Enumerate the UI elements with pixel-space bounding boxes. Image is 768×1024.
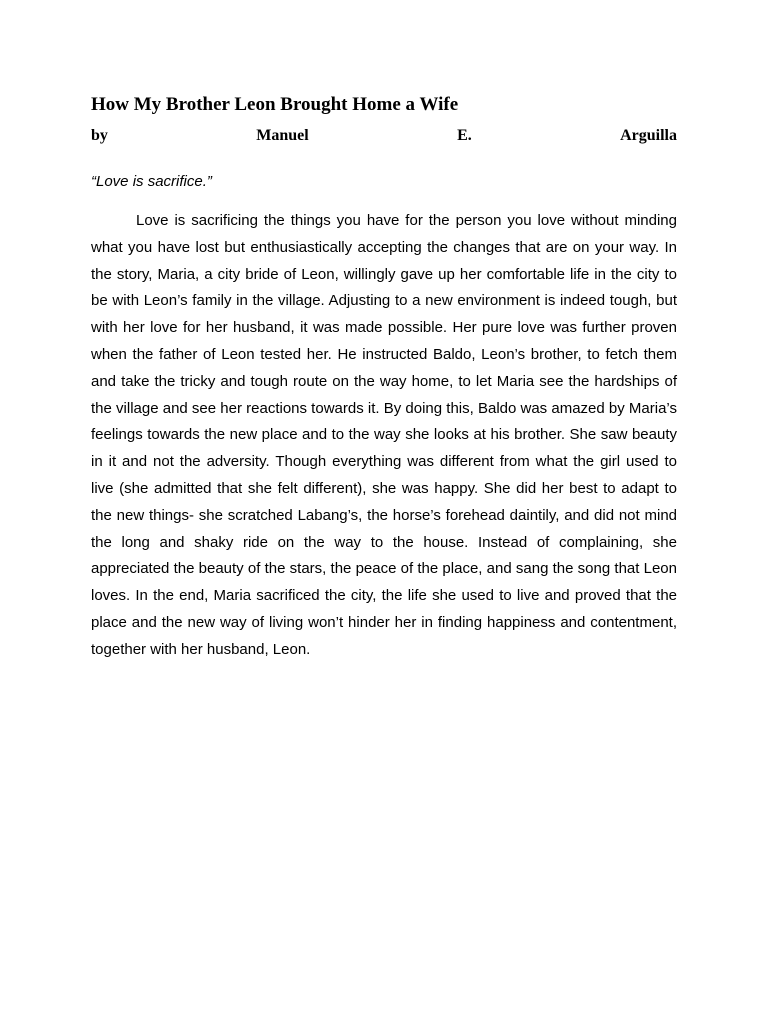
author-byline xyxy=(91,126,677,146)
body-paragraph: Love is sacrificing the things you have for the person you love without minding what you have lost but enthusiastically accepting the changes that are on your way. In the story, Maria, a city bride of Leon, willingly gave up her comfortable life in the city to be with Leon’s family in the village. Adjusting to a new environment is indeed tough, but with her love for her husband, it was made possible. Her pure love was further proven when the father of Leon tested her. He instructed Baldo, Leon’s brother, to fetch them and take the tricky and tough route on the way home, to let Maria see the hardships of the village and see her reactions towards it. By doing this, Baldo was amazed by Maria’s feelings towards the new place and to the way she looks at his brother. She saw beauty in it and not the adversity. Though everything was different from what the girl used to live (she admitted that she felt different), she was happy. She did her best to adapt to the new things- she scratched Labang’s, the horse’s forehead daintily, and did not mind the long and shaky ride on the way to the house. Instead of complaining, she appreciated the beauty of the stars, the peace of the place, and sang the song that Leon loves. In the end, Maria sacrificed the city, the life she used to live and proved that the place and the new way of living won’t hinder her in finding happiness and contentment, together with her husband, Leon. xyxy=(91,212,677,658)
byline-by: by xyxy=(91,127,108,144)
author-last-name: Arguilla xyxy=(620,127,677,144)
author-first-name: Manuel xyxy=(256,127,309,144)
document-title: How My Brother Leon Brought Home a Wife xyxy=(91,94,459,115)
document-content xyxy=(91,92,677,679)
author-initial: E. xyxy=(457,127,472,144)
epigraph: “Love is sacrifice.” xyxy=(91,173,212,190)
